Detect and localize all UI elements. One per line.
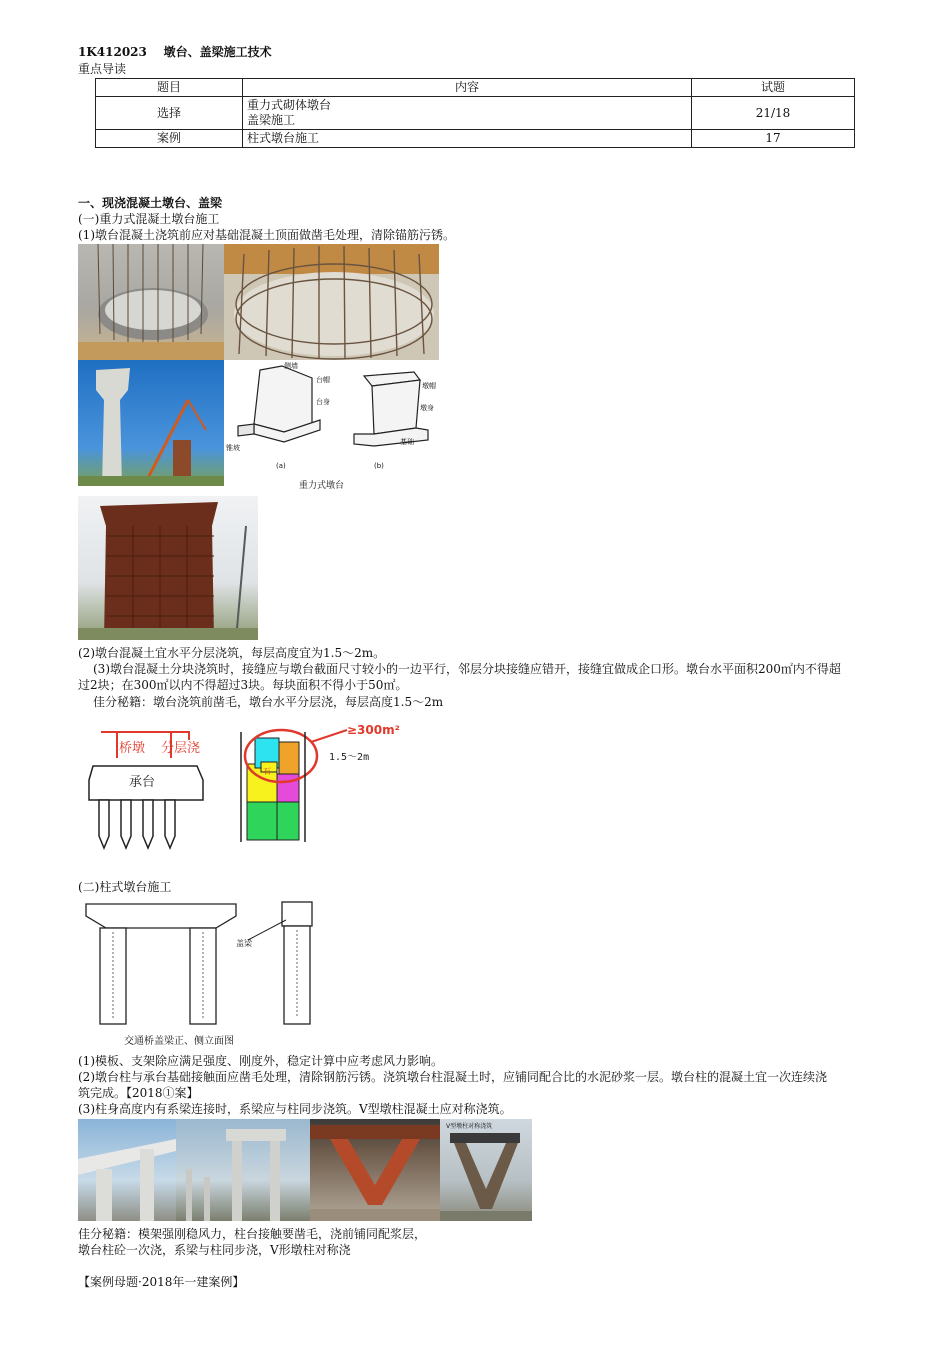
table-cell: 选择 xyxy=(96,97,243,130)
table-cell xyxy=(243,97,692,130)
label-layered-pour: 分层浇 xyxy=(161,741,201,756)
table-header-row xyxy=(96,79,855,97)
subsection-heading: (一)重力式混凝土墩台施工 xyxy=(78,212,220,226)
paragraph: (1)墩台混凝土浇筑前应对基础混凝土顶面做凿毛处理，清除锚筋污锈。 xyxy=(78,228,456,242)
subsection-heading: (二)柱式墩台施工 xyxy=(78,880,172,894)
label-cap-beam: 盖梁 xyxy=(236,939,252,948)
paragraph: (2)墩台柱与承台基础接触面应凿毛处理，清除钢筋污锈。浇筑墩台柱混凝土时，应铺同配合比的水泥砂浆一层。墩台柱的混凝土宜一次连续浇 xyxy=(78,1070,828,1084)
v-pier-formwork-photo xyxy=(310,1119,440,1221)
tip-text: 佳分秘籍：模架强刚稳风力，柱台接触要凿毛，浇前铺同配浆层， xyxy=(78,1227,427,1241)
table-cell-line: 盖梁施工 xyxy=(247,113,296,127)
chipped-concrete-photo xyxy=(224,244,439,360)
v-pier-symmetric-photo xyxy=(440,1119,532,1221)
tip-text: 佳分秘籍：墩台浇筑前凿毛，墩台水平分层浇，每层高度1.5～2m xyxy=(93,695,444,709)
tie-beam-photo-2 xyxy=(176,1119,310,1221)
table-cell-line: 重力式砌体墩台 xyxy=(247,98,332,112)
label-abutment-cap: 台帽 xyxy=(316,376,330,384)
label-area: ≥300m² xyxy=(347,723,400,737)
column-pier-diagram xyxy=(78,896,328,1048)
layered-pour-drawing xyxy=(85,718,425,858)
tie-beam-photo-1 xyxy=(78,1119,176,1221)
table-cell: 柱式墩台施工 xyxy=(243,130,692,148)
label-pier-cap: 墩帽 xyxy=(422,382,436,390)
photo-label: V型墩柱对称浇筑 xyxy=(446,1123,493,1130)
formwork-pier-photo xyxy=(78,496,258,640)
paragraph: (3)墩台混凝土分块浇筑时，接缝应与墩台截面尺寸较小的一边平行，邻层分块接缝应错开，接缝宜做成企口形。墩台水平面积200㎡内不得超 xyxy=(93,662,841,676)
label-fig-b: (b) xyxy=(374,462,384,470)
label-side-wall: 侧墙 xyxy=(284,362,298,370)
table-cell: 17 xyxy=(692,130,855,148)
section-code-title xyxy=(78,45,272,60)
label-pier-body: 墩身 xyxy=(420,404,434,412)
diagram-caption: 交通桥盖梁正、侧立面图 xyxy=(124,1036,234,1047)
table-header: 题目 xyxy=(96,79,243,97)
label-pier: 桥墩 xyxy=(119,741,146,756)
case-heading: 【案例母题·2018年一建案例】 xyxy=(78,1275,245,1289)
section-heading: 一、现浇混凝土墩台、盖梁 xyxy=(78,196,223,210)
gravity-pier-diagram xyxy=(224,360,439,492)
paragraph: 筑完成。【2018①案】 xyxy=(78,1086,199,1100)
label-foundation: 基础 xyxy=(400,438,414,446)
rebar-foundation-photo xyxy=(78,244,224,360)
pier-crane-photo xyxy=(78,360,224,486)
paragraph: (2)墩台混凝土宜水平分层浇筑，每层高度宜为1.5～2m。 xyxy=(78,646,386,660)
table-cell: 案例 xyxy=(96,130,243,148)
tip-text: 墩台柱砼一次浇，系梁与柱同步浇，V形墩柱对称浇 xyxy=(78,1243,351,1257)
label-abutment-body: 台身 xyxy=(316,398,330,406)
column-pier-drawing xyxy=(78,896,328,1048)
label-pile-cap: 承台 xyxy=(129,775,156,790)
paragraph: (1)模板、支架除应满足强度、刚度外，稳定计算中应考虑风力影响。 xyxy=(78,1054,444,1068)
table-row xyxy=(96,130,855,148)
outline-table xyxy=(95,78,855,148)
table-header: 试题 xyxy=(692,79,855,97)
label-height: 1.5～2m xyxy=(329,752,370,763)
diagram-caption: 重力式墩台 xyxy=(299,481,345,491)
label-fig-a: (a) xyxy=(276,462,286,470)
paragraph: (3)柱身高度内有系梁连接时，系梁应与柱同步浇筑。V型墩柱混凝土应对称浇筑。 xyxy=(78,1102,512,1116)
label-grid: 石 xyxy=(263,767,271,776)
table-row xyxy=(96,97,855,130)
table-header: 内容 xyxy=(243,79,692,97)
paragraph: 过2块；在300㎡以内不得超过3块。每块面积不得小于50㎡。 xyxy=(78,678,408,692)
label-cone-slope: 锥坡 xyxy=(226,444,240,452)
table-cell: 21/18 xyxy=(692,97,855,130)
key-reading-label: 重点导读 xyxy=(78,62,127,76)
layered-pour-diagram xyxy=(85,718,425,858)
section-title: 墩台、盖梁施工技术 xyxy=(163,45,272,59)
gravity-pier-drawing xyxy=(224,360,439,492)
section-code: 1K412023 xyxy=(78,45,147,59)
